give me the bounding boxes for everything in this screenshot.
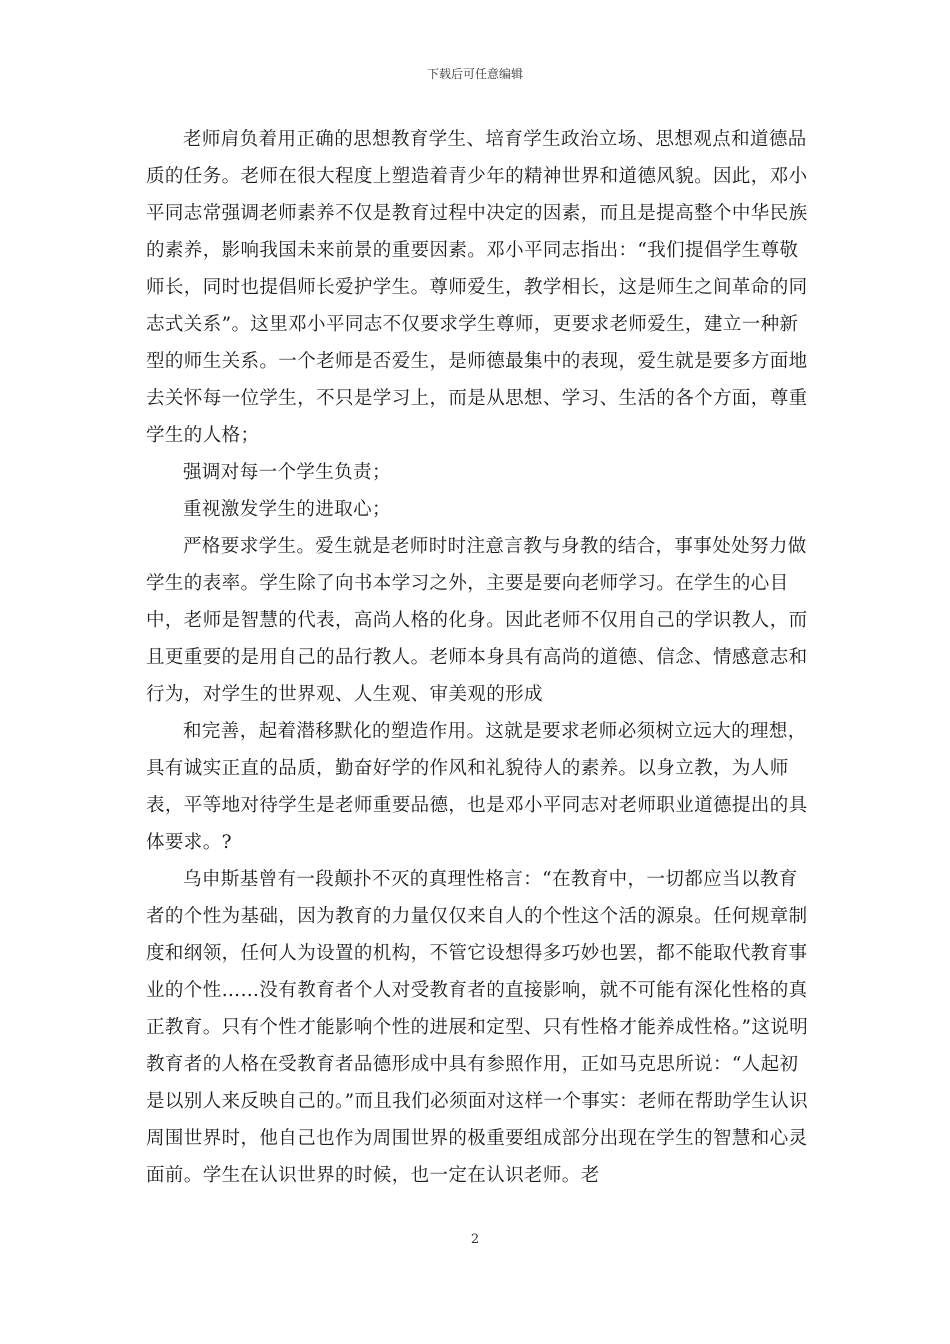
paragraph-ushinsky-quote: 乌申斯基曾有一段颠扑不灭的真理性格言：“在教育中，一切都应当以教育者的个性为基础，因为教育的力量仅仅来自人的个性这个活的源泉。任何规章制度和纲领，任何人为设置的机构，不管它设想得多巧妙也罢，都不能取代教育事业的个性……没有教育者个人对受教育者的直接影响，就不可能有深化性格的真正教育。只有个性才能影响个性的进展和定型、只有性格才能养成性格。”这说明教育者的人格在受教育者品德形成中具有参照作用，正如马克思所说：“人起初是以别人来反映自己的。”而且我们必须面对这样一个事实：老师在帮助学生认识周围世界时，他自己也作为周围世界的极重要组成部分出现在学生的智慧和心灵面前。学生在认识世界的时候，也一定在认识老师。老: [146, 869, 809, 1186]
paragraph-motivation: 重视激发学生的进取心；: [183, 499, 391, 520]
page-number: 2: [470, 1232, 480, 1247]
document-body: [146, 121, 810, 1194]
page-header: 下载后可任意编辑: [426, 67, 523, 81]
paragraph-teacher-responsibility: 老师肩负着用正确的思想教育学生、培育学生政治立场、思想观点和道德品质的任务。老师在很大程度上塑造着青少年的精神世界和道德风貌。因此，邓小平同志常强调老师素养不仅是教育过程中决定的因素，而且是提高整个中华民族的素养，影响我国未来前景的重要因素。邓小平同志指出：“我们提倡学生尊敬师长，同时也提倡师长爱护学生。尊师爱生，教学相长，这是师生之间革命的同志式关系”。这里邓小平同志不仅要求学生尊师，更要求老师爱生，建立一种新型的师生关系。一个老师是否爱生，是师德最集中的表现，爱生就是要多方面地去关怀每一位学生，不只是学习上，而是从思想、学习、生活的各个方面，尊重学生的人格；: [146, 129, 808, 446]
paragraph-responsibility-each-student: 强调对每一个学生负责；: [183, 462, 391, 483]
paragraph-role-model: 和完善，起着潜移默化的塑造作用。这就是要求老师必须树立远大的理想，具有诚实正直的品质，勤奋好学的作风和礼貌待人的素养。以身立教，为人师表，平等地对待学生是老师重要品德，也是邓小平同志对老师职业道德提出的具体要求。?: [146, 721, 808, 853]
paragraph-strict-requirements: 严格要求学生。爱生就是老师时时注意言教与身教的结合，事事处处努力做学生的表率。学生除了向书本学习之外，主要是要向老师学习。在学生的心目中，老师是智慧的代表，高尚人格的化身。因此老师不仅用自己的学识教人，而且更重要的是用自己的品行教人。老师本身具有高尚的道德、信念、情感意志和行为，对学生的世界观、人生观、审美观的形成: [146, 536, 808, 705]
